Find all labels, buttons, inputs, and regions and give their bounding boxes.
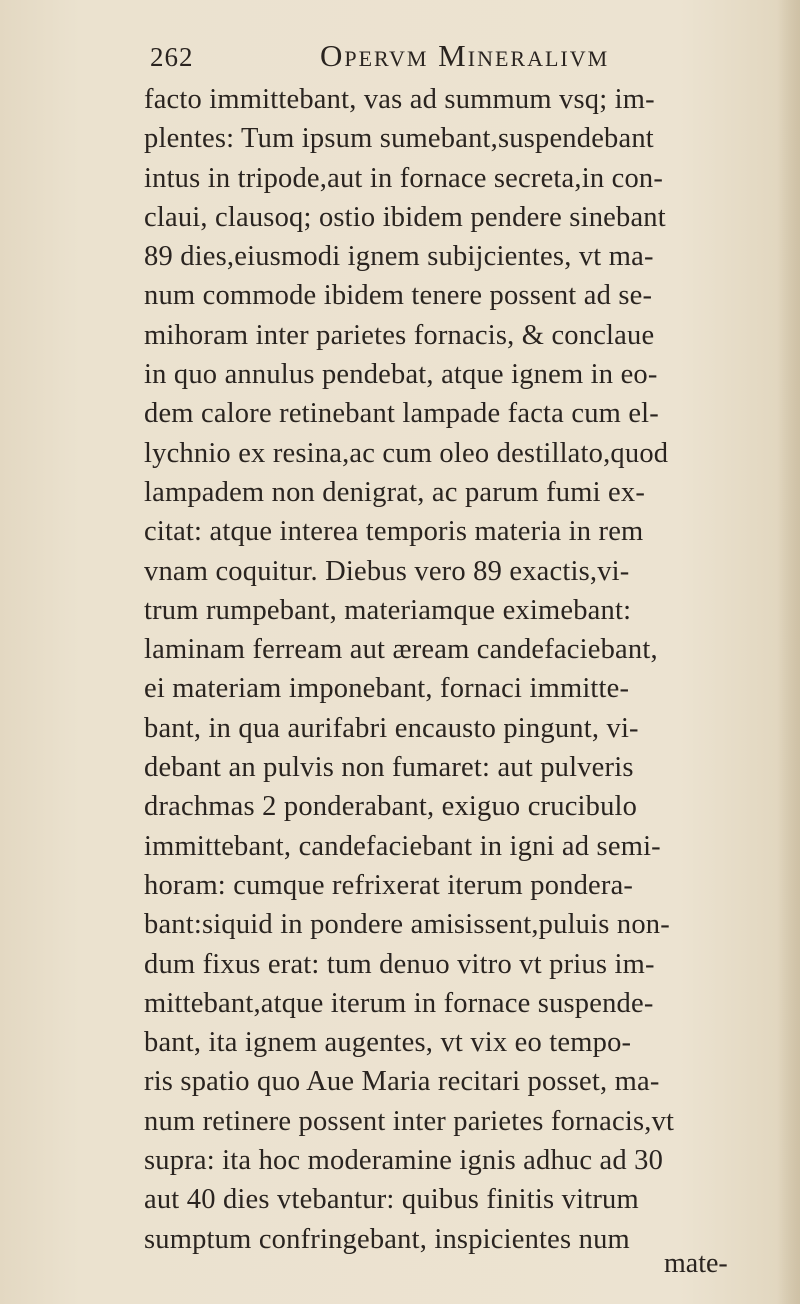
text-line: trum rumpebant, materiamque eximebant: xyxy=(144,594,632,626)
text-line: num retinere possent inter parietes fornacis,vt xyxy=(144,1105,675,1137)
text-line: in quo annulus pendebat, atque ignem in eo- xyxy=(144,359,658,391)
text-line: debant an pulvis non fumaret: aut pulveris xyxy=(144,752,634,784)
text-line: vnam coquitur. Diebus vero 89 exactis,vi- xyxy=(144,555,630,587)
running-head xyxy=(150,38,710,82)
running-title: Opervm Mineralivm xyxy=(320,38,610,73)
text-line: bant, ita ignem augentes, vt vix eo tempo- xyxy=(144,1027,632,1059)
text-line: mittebant,atque iterum in fornace suspende- xyxy=(144,987,654,1019)
text-line: bant:siquid in pondere amisissent,puluis non- xyxy=(144,909,670,941)
text-line: immittebant, candefaciebant in igni ad semi- xyxy=(144,830,661,862)
text-line: bant, in qua aurifabri encausto pingunt, vi- xyxy=(144,712,639,744)
text-line: lychnio ex resina,ac cum oleo destillato,quod xyxy=(144,437,669,469)
text-line: dem calore retinebant lampade facta cum el- xyxy=(144,398,659,430)
text-line: num commode ibidem tenere possent ad se- xyxy=(144,280,653,312)
text-line: sumptum confringebant, inspicientes num xyxy=(144,1223,630,1255)
text-line: aut 40 dies vtebantur: quibus finitis vitrum xyxy=(144,1184,639,1216)
text-line: citat: atque interea temporis materia in rem xyxy=(144,516,644,548)
body-text xyxy=(144,80,784,1259)
text-line: dum fixus erat: tum denuo vitro vt prius im- xyxy=(144,948,655,980)
text-line: ris spatio quo Aue Maria recitari posset, ma- xyxy=(144,1066,660,1098)
text-line: plentes: Tum ipsum sumebant,suspendebant xyxy=(144,123,654,155)
text-line: facto immittebant, vas ad summum vsq; im- xyxy=(144,84,655,115)
text-line: claui, clausoq; ostio ibidem pendere sinebant xyxy=(144,201,666,233)
page-number: 262 xyxy=(150,42,194,72)
text-line: mihoram inter parietes fornacis, & conclaue xyxy=(144,319,655,351)
text-line: lampadem non denigrat, ac parum fumi ex- xyxy=(144,476,646,508)
text-line: drachmas 2 ponderabant, exiguo crucibulo xyxy=(144,791,638,823)
text-line: horam: cumque refrixerat iterum pondera- xyxy=(144,869,634,901)
text-line: 89 dies,eiusmodi ignem subijcientes, vt ma- xyxy=(144,241,654,273)
text-line: supra: ita hoc moderamine ignis adhuc ad 30 xyxy=(144,1145,664,1177)
catchword: mate- xyxy=(664,1248,728,1279)
text-line: intus in tripode,aut in fornace secreta,in con- xyxy=(144,162,664,194)
text-line: ei materiam imponebant, fornaci immitte- xyxy=(144,673,630,705)
text-line: laminam ferream aut æream candefaciebant, xyxy=(144,634,658,666)
